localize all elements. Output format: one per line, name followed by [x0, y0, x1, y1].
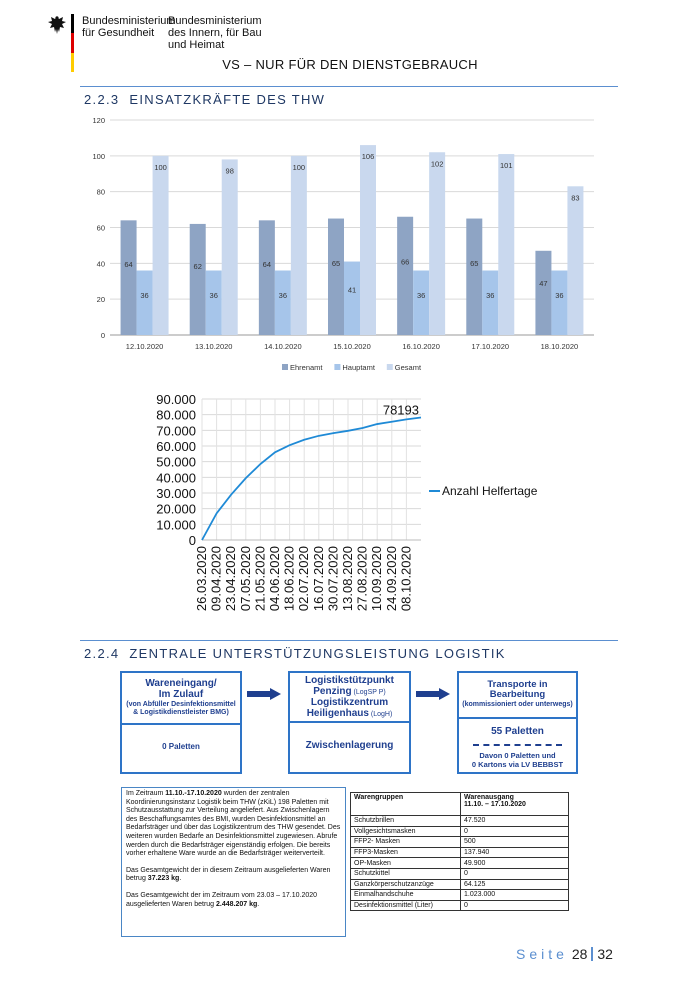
table-header-cell: Warengruppen	[351, 793, 461, 816]
x-tick-label: 18.10.2020	[540, 342, 579, 351]
y-tick-label: 20	[96, 295, 105, 305]
x-tick-label: 04.06.2020	[267, 546, 282, 612]
y-tick-label: 0	[188, 533, 196, 548]
right-arrow-icon	[247, 688, 281, 700]
bar-ehrenamt	[466, 219, 482, 335]
page-number: Seite 28 32	[516, 946, 613, 962]
bar-gesamt	[498, 154, 514, 335]
flow-box-goods-receipt-value: 0 Paletten	[162, 742, 200, 751]
y-tick-label: 40	[96, 259, 105, 269]
bar-ehrenamt	[190, 224, 206, 335]
x-tick-label: 10.09.2020	[369, 546, 385, 612]
x-tick-label: 24.09.2020	[383, 546, 399, 612]
table-header-row	[351, 793, 569, 816]
data-label: 36	[209, 291, 218, 301]
y-tick-label: 120	[92, 116, 105, 125]
table-row: Schutzbrillen 47.520	[351, 816, 569, 827]
bar-hauptamt	[482, 271, 498, 336]
classification-label: VS – NUR FÜR DEN DIENSTGEBRAUCH	[222, 57, 478, 72]
table-row: Einmalhandschuhe 1.023.000	[351, 890, 569, 901]
data-label: 36	[416, 291, 426, 301]
data-label: 65	[470, 258, 479, 268]
table-row: FFP2- Masken 500	[351, 837, 569, 848]
bar-hauptamt	[344, 262, 360, 335]
x-tick-label: 21.05.2020	[252, 546, 268, 612]
legend-swatch	[387, 364, 393, 370]
bar-ehrenamt	[397, 217, 413, 335]
y-tick-label: 10.000	[156, 517, 196, 533]
data-label: 65	[331, 258, 341, 268]
x-tick-label: 14.10.2020	[264, 342, 302, 351]
federal-eagle-icon	[46, 14, 68, 36]
data-label: 47	[539, 278, 548, 288]
legend-label: Gesamt	[394, 363, 422, 372]
data-label: 36	[278, 291, 288, 301]
flow-box-logistics-hub-value: Zwischenlagerung	[305, 740, 394, 751]
table-row: Ganzkörperschutzanzüge 64.125	[351, 879, 569, 890]
data-label: 62	[193, 262, 202, 272]
y-tick-label: 40.000	[156, 470, 196, 486]
y-tick-label: 50.000	[156, 454, 196, 470]
data-label: 66	[400, 257, 410, 267]
bar-gesamt	[222, 159, 238, 335]
x-tick-label: 07.05.2020	[237, 546, 253, 612]
table-row: FFP3-Masken 137.940	[351, 847, 569, 858]
y-tick-label: 80	[96, 187, 105, 197]
data-label: 102	[430, 159, 444, 169]
bar-hauptamt	[275, 271, 291, 336]
bar-hauptamt	[137, 271, 153, 336]
logistics-summary-textbox: Im Zeitraum 11.10.-17.10.2020 wurden der zentralen Koordinierungsinstanz Logistik beim THW (zKiL) 198 Paletten mit Schutzausstattung zur Verteilung angeliefert. Aus Zwischenlagern des Beschaffungsamtes des BMI, wurden Desinfektionsmittel an Bedarfsträger und über das Logistikzentrum des THW gesendet. Des weiteren wurden Bedarfe an Desinfektionsmittel zugewiesen. Abrufe werden durch die Bedarfsträger eigenständig erfolgen. Die bereits vorher erhaltene Ware wurde an die Bedarfsträger weiterverteilt. Das Gesamtgewicht der in diesem Zeitraum ausgelieferten Waren betrug 37.223 kg. Das Gesamtgewicht der im Zeitraum vom 23.03 – 17.10.2020 ausgelieferten Waren betrug 2.448.207 kg.	[121, 787, 346, 937]
bar-gesamt	[153, 156, 169, 335]
y-tick-label: 60	[96, 223, 105, 233]
bar-hauptamt	[413, 271, 429, 336]
y-tick-label: 70.000	[156, 423, 196, 439]
y-tick-label: 80.000	[156, 407, 196, 423]
data-label: 36	[140, 291, 149, 301]
bar-hauptamt	[206, 271, 222, 336]
data-label: 98	[225, 166, 234, 176]
bar-hauptamt	[551, 271, 567, 336]
flow-box-goods-receipt: Wareneingang/ Im Zulauf (von Abfüller Desinfektionsmittel & Logistikdienstleister BMG) 0 Paletten	[120, 671, 242, 774]
divider-line	[80, 640, 618, 641]
data-label: 36	[486, 291, 495, 301]
data-label: 100	[154, 162, 167, 172]
table-row: Schutzkittel 0	[351, 868, 569, 879]
thw-forces-bar-chart	[84, 112, 614, 380]
x-tick-label: 18.06.2020	[281, 546, 297, 612]
y-tick-label: 60.000	[156, 439, 196, 454]
data-label: 100	[292, 162, 306, 172]
y-tick-label: 90.000	[156, 392, 196, 407]
y-tick-label: 100	[92, 151, 105, 161]
data-label: 78193	[382, 402, 419, 418]
table-row: OP-Masken 49.900	[351, 858, 569, 869]
flow-box-transports-value: 55 Paletten	[491, 726, 544, 737]
flow-box-logistics-hub: Logistikstützpunkt Penzing (LogSP P) Logistikzentrum Heiligenhaus (LogH) Zwischenlagerung	[288, 671, 411, 774]
flow-box-transports: Transporte in Bearbeitung (kommissioniert oder unterwegs) 55 Paletten Davon 0 Paletten und 0 Kartons via LV BEBBST	[457, 671, 578, 774]
section-heading-224: 2.2.4 ZENTRALE UNTERSTÜTZUNGSLEISTUNG LOGISTIK	[84, 646, 506, 661]
data-label: 64	[262, 259, 272, 269]
divider-line	[80, 86, 618, 87]
bar-gesamt	[567, 186, 583, 335]
data-label: 83	[571, 193, 580, 203]
x-tick-label: 08.10.2020	[398, 546, 414, 612]
data-label: 101	[500, 161, 513, 171]
data-label: 41	[347, 285, 357, 295]
bar-gesamt	[360, 145, 376, 335]
x-tick-label: 27.08.2020	[354, 546, 370, 612]
right-arrow-icon	[416, 688, 450, 700]
data-label: 64	[124, 259, 133, 269]
legend-swatch	[334, 364, 340, 370]
x-tick-label: 16.07.2020	[310, 546, 326, 612]
x-tick-label: 09.04.2020	[208, 546, 224, 612]
legend-label: Ehrenamt	[290, 363, 323, 372]
data-label: 36	[555, 291, 564, 301]
ministry-interior-label: Bundesministerium des Innern, für Bau und Heimat	[168, 15, 262, 51]
y-tick-label: 20.000	[156, 501, 196, 517]
ministry-health-label: Bundesministerium für Gesundheit	[82, 15, 176, 39]
x-tick-label: 16.10.2020	[402, 342, 440, 351]
x-tick-label: 17.10.2020	[471, 342, 510, 351]
x-tick-label: 23.04.2020	[223, 546, 239, 612]
data-label: 106	[361, 152, 375, 162]
series-line	[202, 417, 421, 540]
x-tick-label: 15.10.2020	[333, 342, 371, 351]
y-tick-label: 0	[100, 331, 105, 340]
table-row: Desinfektionsmittel (Liter) 0	[351, 900, 569, 911]
legend-label: Anzahl Helfertage	[442, 484, 538, 498]
x-tick-label: 02.07.2020	[296, 546, 312, 612]
bar-ehrenamt	[535, 251, 551, 335]
legend-label: Hauptamt	[342, 363, 375, 372]
x-tick-label: 12.10.2020	[125, 342, 164, 351]
bar-gesamt	[429, 152, 445, 335]
bar-ehrenamt	[121, 220, 137, 335]
table-header-cell: Warenausgang 11.10. – 17.10.2020	[461, 793, 569, 816]
helper-days-line-chart	[140, 388, 580, 624]
bar-ehrenamt	[328, 219, 344, 335]
section-heading-223: 2.2.3 EINSATZKRÄFTE DES THW	[84, 92, 326, 107]
y-tick-label: 30.000	[156, 486, 196, 501]
legend-swatch	[282, 364, 288, 370]
x-tick-label: 30.07.2020	[325, 546, 341, 612]
x-tick-label: 13.08.2020	[340, 546, 355, 612]
table-row: Vollgesichtsmasken 0	[351, 826, 569, 837]
goods-issue-table	[350, 792, 569, 911]
bar-ehrenamt	[259, 220, 275, 335]
x-tick-label: 26.03.2020	[194, 546, 209, 612]
bar-gesamt	[291, 156, 307, 335]
x-tick-label: 13.10.2020	[194, 342, 233, 351]
